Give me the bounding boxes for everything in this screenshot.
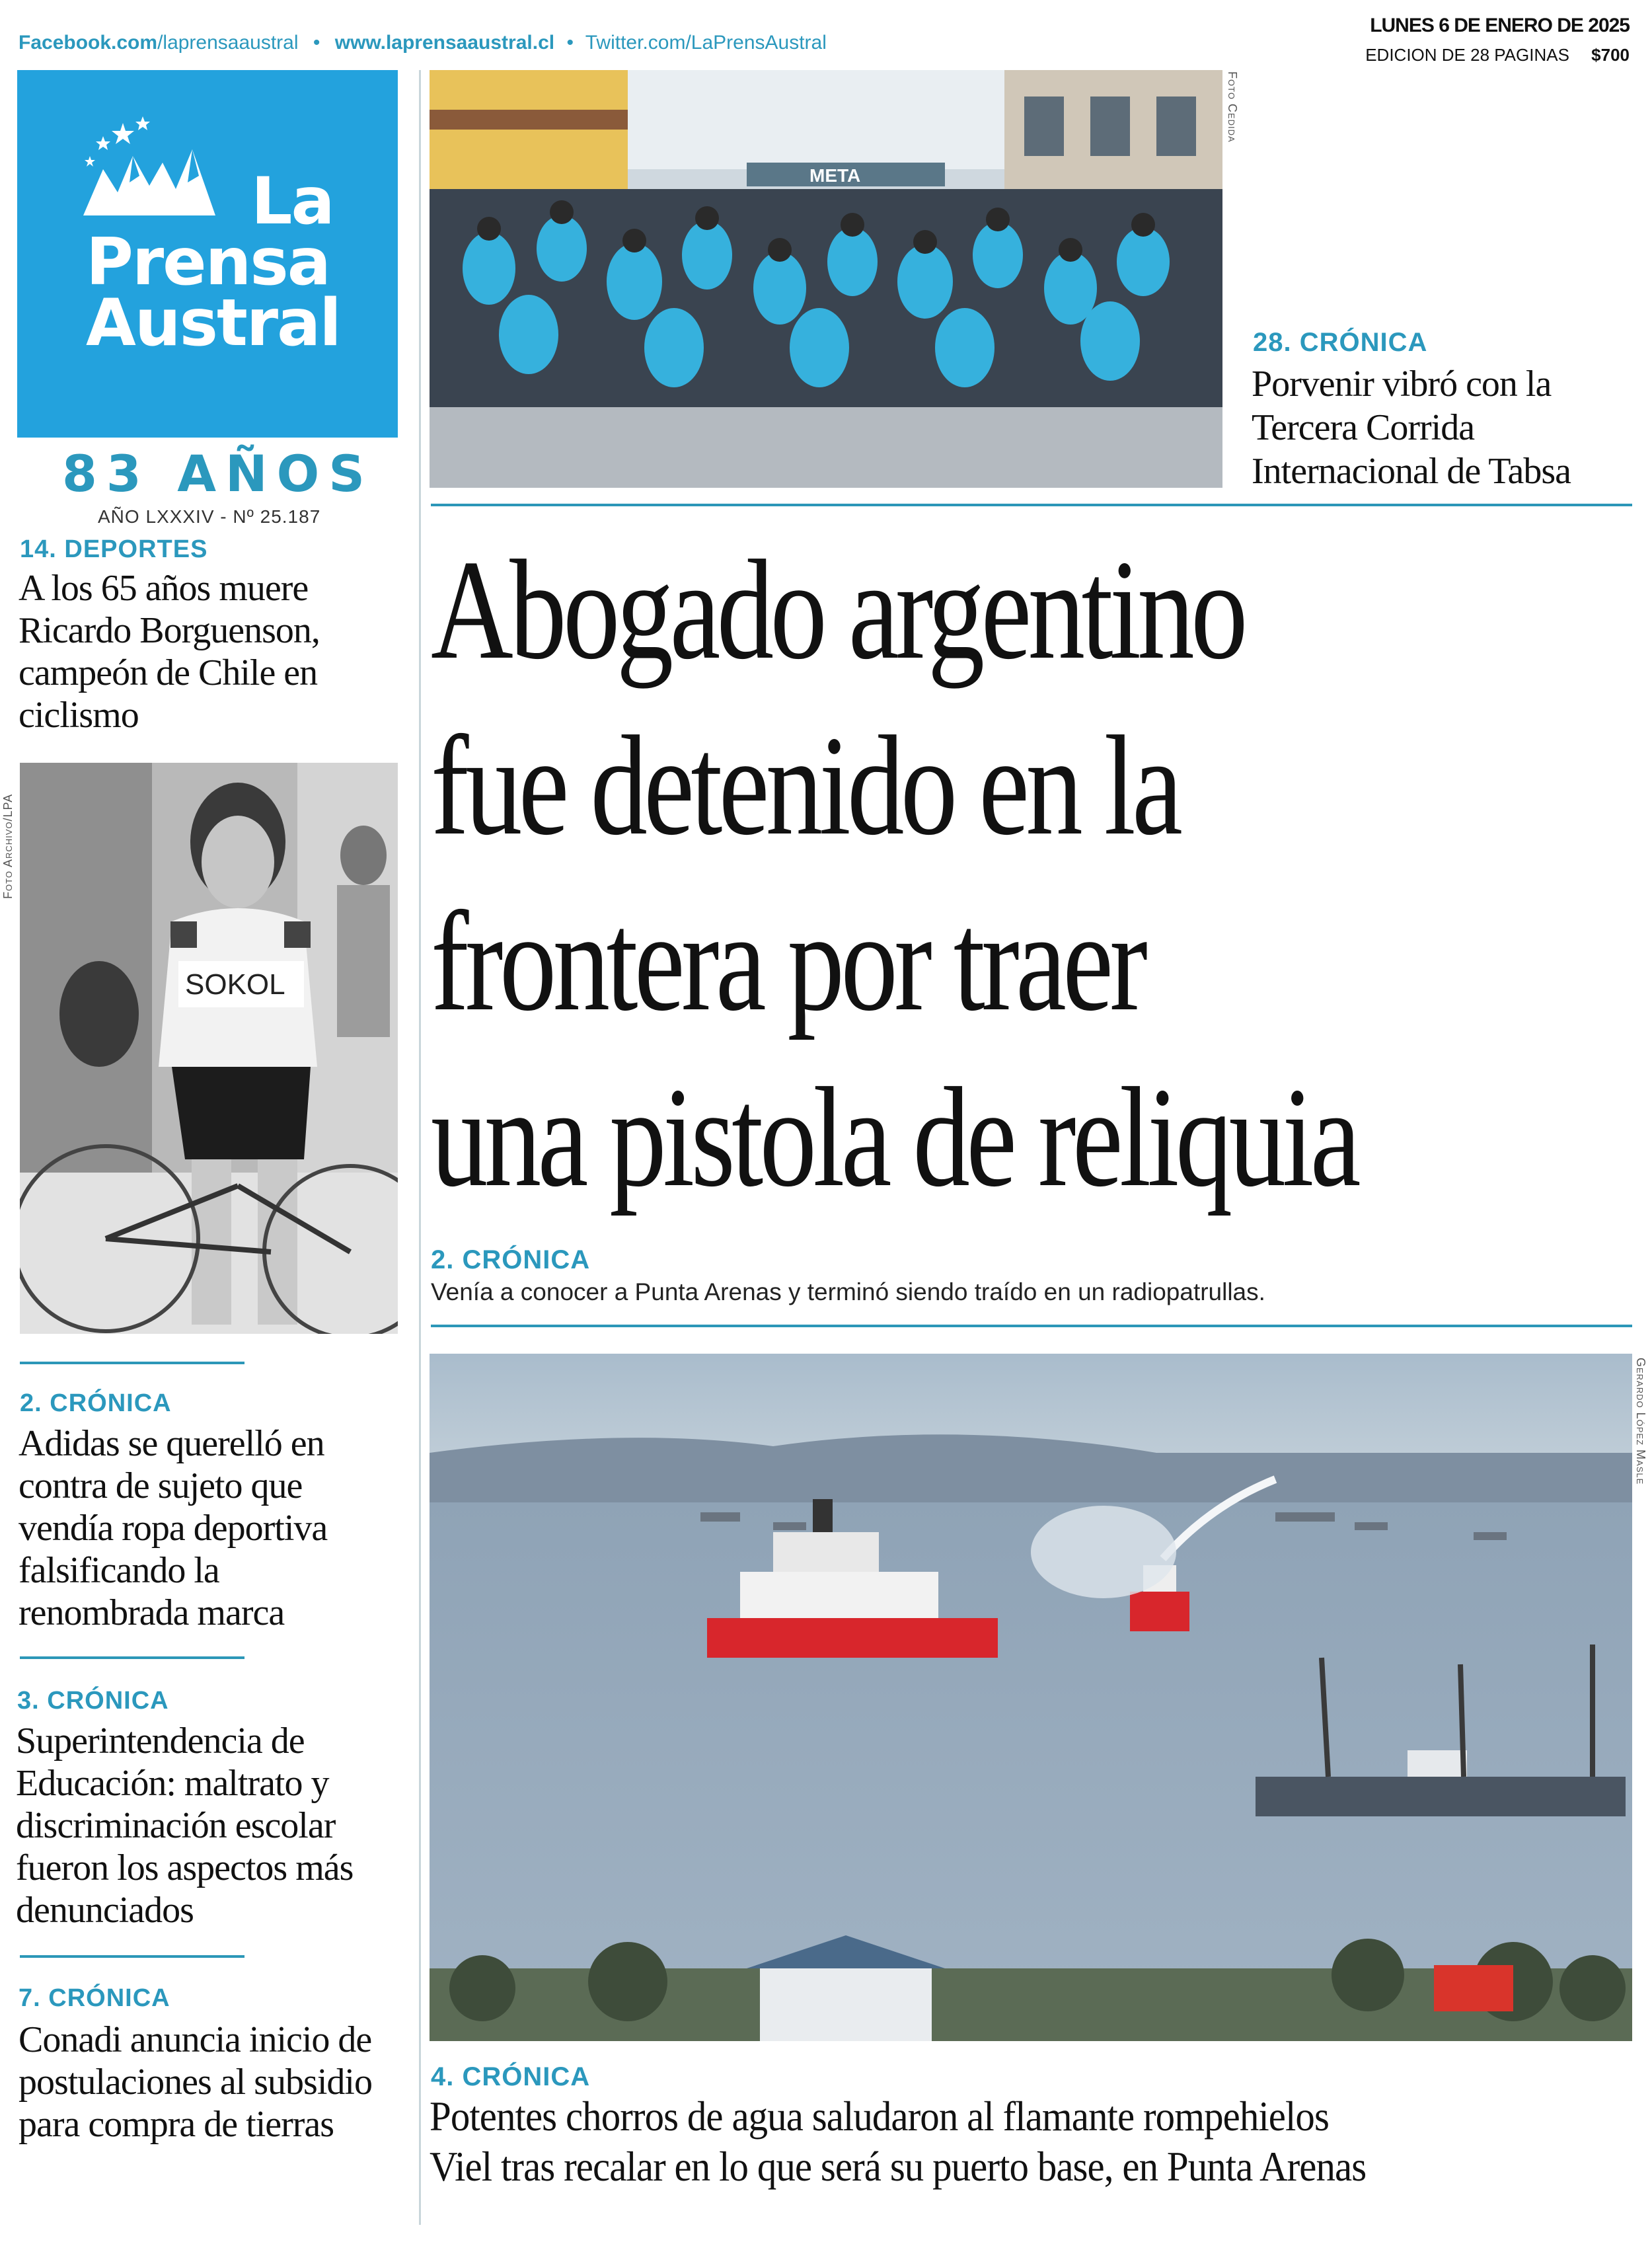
issue-date: LUNES 6 DE ENERO DE 2025 xyxy=(1370,15,1630,36)
main-headline-line-4: una pistola de reliquia xyxy=(431,1058,1357,1216)
price: $700 xyxy=(1591,45,1630,65)
icebreaker-photo xyxy=(430,1354,1632,2041)
bottom-story-headline[interactable] xyxy=(430,2091,1366,2192)
sidebar-divider xyxy=(20,1955,244,1958)
race-photo xyxy=(430,70,1222,488)
sidebar-story-4-kicker: 7. CRÓNICA xyxy=(19,1984,170,2012)
jersey-text: SOKOL xyxy=(185,968,285,1001)
finish-banner-text: META xyxy=(809,165,861,186)
race-crowd-illustration xyxy=(430,70,1222,488)
sidebar-story-4-headline[interactable]: Conadi anuncia inicio de postulaciones al subsidio para compra de tierras xyxy=(19,2019,372,2145)
sidebar-story-2-kicker: 2. CRÓNICA xyxy=(20,1389,172,1417)
main-story-kicker: 2. CRÓNICA xyxy=(431,1245,591,1274)
sidebar-story-3-kicker: 3. CRÓNICA xyxy=(17,1687,169,1715)
icebreaker-photo-credit: Gerardo López Masle xyxy=(1634,1358,1647,1485)
top-story-divider xyxy=(431,504,1632,506)
logo-line-2: Prensa xyxy=(86,225,330,300)
main-headline-line-2: fue detenido en la xyxy=(431,707,1180,865)
sidebar-divider xyxy=(20,1362,244,1364)
edition-info xyxy=(1365,45,1630,65)
sidebar-story-2-headline[interactable]: Adidas se querelló en contra de sujeto que vendía ropa deportiva falsificando la renombrada marca xyxy=(19,1423,328,1633)
cyclist-photo xyxy=(20,763,398,1334)
sidebar-story-1-headline[interactable]: A los 65 años muere Ricardo Borguenson, campeón de Chile en ciclismo xyxy=(19,568,320,736)
logo-line-1: La xyxy=(251,164,334,239)
anniversary-badge: 83 AÑOS xyxy=(62,444,374,503)
edition-pages: EDICION DE 28 PAGINAS xyxy=(1365,45,1569,65)
bullet-icon: • xyxy=(313,32,320,54)
top-story-headline[interactable]: Porvenir vibró con la Tercera Corrida Internacional de Tabsa xyxy=(1252,364,1571,492)
logo-line-3: Austral xyxy=(86,286,340,361)
column-divider xyxy=(419,70,421,2225)
sidebar-photo-credit: Foto Archivo/LPA xyxy=(1,793,15,899)
sidebar-story-1-kicker: 14. DEPORTES xyxy=(20,535,208,563)
sidebar-divider xyxy=(20,1656,244,1659)
facebook-link[interactable] xyxy=(19,32,299,54)
issue-number: AÑO LXXXIV - Nº 25.187 xyxy=(98,506,321,527)
harbor-illustration xyxy=(430,1354,1632,2041)
sidebar-story-3-headline[interactable]: Superintendencia de Educación: maltrato y discriminación escolar fueron los aspectos más denunciados xyxy=(16,1721,354,1931)
facebook-label: Facebook.com xyxy=(19,32,158,54)
cyclist-illustration xyxy=(20,763,398,1334)
bottom-headline-line-2: Viel tras recalar en lo que será su puerto base, en Punta Arenas xyxy=(430,2143,1367,2190)
bottom-headline-line-1: Potentes chorros de agua saludaron al flamante rompehielos xyxy=(430,2093,1329,2140)
website-link[interactable]: www.laprensaaustral.cl xyxy=(334,32,555,54)
twitter-link[interactable]: Twitter.com/LaPrensAustral xyxy=(585,32,827,54)
bullet-icon: • xyxy=(566,32,574,54)
main-headline-line-3: frontera por traer xyxy=(431,882,1145,1040)
race-photo-credit: Foto Cedida xyxy=(1226,71,1239,143)
main-story-deck: Venía a conocer a Punta Arenas y terminó siendo traído en un radiopatrullas. xyxy=(431,1278,1265,1305)
bottom-story-kicker: 4. CRÓNICA xyxy=(431,2062,591,2091)
main-headline-line-1: Abogado argentino xyxy=(431,531,1244,689)
logo-wordmark xyxy=(86,164,340,361)
masthead-logo[interactable] xyxy=(17,70,398,438)
social-bar xyxy=(19,32,827,54)
main-headline[interactable] xyxy=(431,522,1357,1225)
facebook-handle: /laprensaaustral xyxy=(157,32,299,54)
main-story-divider xyxy=(431,1325,1632,1327)
top-story-kicker: 28. CRÓNICA xyxy=(1253,328,1428,357)
